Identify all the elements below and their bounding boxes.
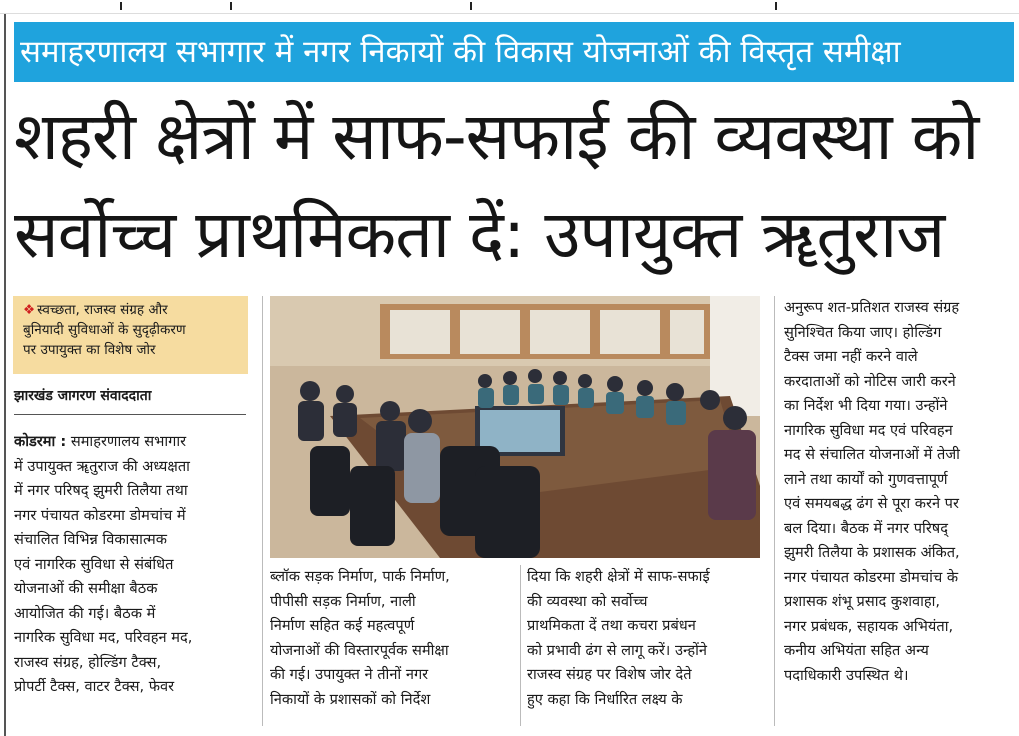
headline-line-1: शहरी क्षेत्रों में साफ-सफाई की व्यवस्था को bbox=[14, 98, 979, 175]
article-line: राजस्व संग्रह, होल्डिंग टैक्स, bbox=[14, 653, 162, 671]
article-line: अनुरूप शत-प्रतिशत राजस्व संग्रह bbox=[784, 299, 960, 316]
article-column-4 bbox=[784, 296, 1016, 688]
deck-line: बुनियादी सुविधाओं के सुदृढ़ीकरण bbox=[23, 322, 186, 338]
article-line: एवं नागरिक सुविधा से संबंधित bbox=[14, 555, 174, 573]
headline-line-2: सर्वोच्च प्राथमिकता दें: उपायुक्त ॠतुराज bbox=[14, 196, 945, 273]
deck-line: ❖ स्वच्छता, राजस्व संग्रह और bbox=[23, 302, 168, 318]
kicker-banner: समाहरणालय सभागार में नगर निकायों की विकास योजनाओं की विस्तृत समीक्षा bbox=[14, 22, 1014, 82]
byline: झारखंड जागरण संवाददाता bbox=[14, 386, 246, 415]
article-line: मद से संचालित योजनाओं में तेजी bbox=[784, 446, 960, 463]
article-line: नगर पंचायत कोडरमा डोमचांच में bbox=[14, 506, 186, 524]
article-line: एवं समयबद्ध ढंग से पूरा करने पर bbox=[784, 495, 959, 512]
strip-mark bbox=[470, 2, 472, 10]
article-line: लाने तथा कार्यों को गुणवत्तापूर्ण bbox=[784, 470, 948, 488]
article-line: संचालित विभिन्न विकासात्मक bbox=[14, 531, 167, 548]
article-line: हुए कहा कि निर्धारित लक्ष्य के bbox=[527, 690, 683, 708]
article-column-2 bbox=[270, 565, 506, 712]
article-line: योजनाओं की समीक्षा बैठक bbox=[14, 580, 158, 597]
deck-line: पर उपायुक्त का विशेष जोर bbox=[23, 342, 156, 358]
column-rule bbox=[774, 296, 775, 726]
article-line: में उपायुक्त ॠतुराज की अध्यक्षता bbox=[14, 457, 190, 475]
meeting-photo bbox=[270, 296, 760, 558]
article-line: पीपीसी सड़क निर्माण, नाली bbox=[270, 592, 416, 610]
article-line: ब्लॉक सड़क निर्माण, पार्क निर्माण, bbox=[270, 568, 450, 585]
article-line: नगर प्रबंधक, सहायक अभियंता, bbox=[784, 617, 954, 635]
article-column-3 bbox=[527, 565, 763, 712]
dateline: कोडरमा : bbox=[14, 433, 67, 450]
article-line: दिया कि शहरी क्षेत्रों में साफ-सफाई bbox=[527, 568, 710, 585]
article-line: प्रोपर्टी टैक्स, वाटर टैक्स, फेवर bbox=[14, 678, 175, 695]
left-margin-rule bbox=[4, 14, 6, 736]
article-line: आयोजित की गई। बैठक में bbox=[14, 604, 156, 622]
article-line: प्राथमिकता दें तथा कचरा प्रबंधन bbox=[527, 617, 696, 634]
meeting-photo-illustration bbox=[270, 296, 760, 558]
article-line: कनीय अभियंता सहित अन्य bbox=[784, 642, 929, 659]
article-line: की व्यवस्था को सर्वोच्च bbox=[527, 592, 648, 610]
article-line: योजनाओं की विस्तारपूर्वक समीक्षा bbox=[270, 641, 449, 659]
column-rule bbox=[262, 296, 263, 726]
article-line: नागरिक सुविधा मद, परिवहन मद, bbox=[14, 629, 193, 646]
article-line: की गई। उपायुक्त ने तीनों नगर bbox=[270, 666, 429, 683]
article-line: झुमरी तिलैया के प्रशासक अंकित, bbox=[784, 544, 960, 561]
article-line: करदाताओं को नोटिस जारी करने bbox=[784, 372, 956, 390]
article-line: बल दिया। बैठक में नगर परिषद् bbox=[784, 519, 948, 537]
article-column-1 bbox=[14, 430, 249, 700]
article-line: नगर पंचायत कोडरमा डोमचांच के bbox=[784, 568, 959, 586]
article-line: सुनिश्चित किया जाए। होल्डिंग bbox=[784, 323, 942, 341]
article-line: राजस्व संग्रह पर विशेष जोर देते bbox=[527, 666, 692, 683]
article-line: प्रशासक शंभू प्रसाद कुशवाहा, bbox=[784, 593, 941, 610]
article-line: पदाधिकारी उपस्थित थे। bbox=[784, 666, 909, 684]
strip-mark bbox=[775, 2, 777, 10]
strip-mark bbox=[120, 2, 122, 10]
article-line: कोडरमा : समाहरणालय सभागार bbox=[14, 433, 187, 450]
deck-box bbox=[13, 296, 248, 374]
article-line: का निर्देश भी दिया गया। उन्होंने bbox=[784, 397, 948, 414]
page-top-strip bbox=[0, 0, 1019, 14]
article-line: निकायों के प्रशासकों को निर्देश bbox=[270, 690, 431, 708]
column-rule bbox=[520, 565, 521, 726]
article-line: नागरिक सुविधा मद एवं परिवहन bbox=[784, 421, 953, 439]
article-line: में नगर परिषद् झुमरी तिलैया तथा bbox=[14, 482, 188, 499]
article-line: टैक्स जमा नहीं करने वाले bbox=[784, 348, 918, 365]
article-line: को प्रभावी ढंग से लागू करें। उन्होंने bbox=[527, 641, 707, 659]
article-line: निर्माण सहित कई महत्वपूर्ण bbox=[270, 617, 415, 634]
bullet-mark-icon: ❖ bbox=[23, 302, 36, 318]
strip-mark bbox=[230, 2, 232, 10]
